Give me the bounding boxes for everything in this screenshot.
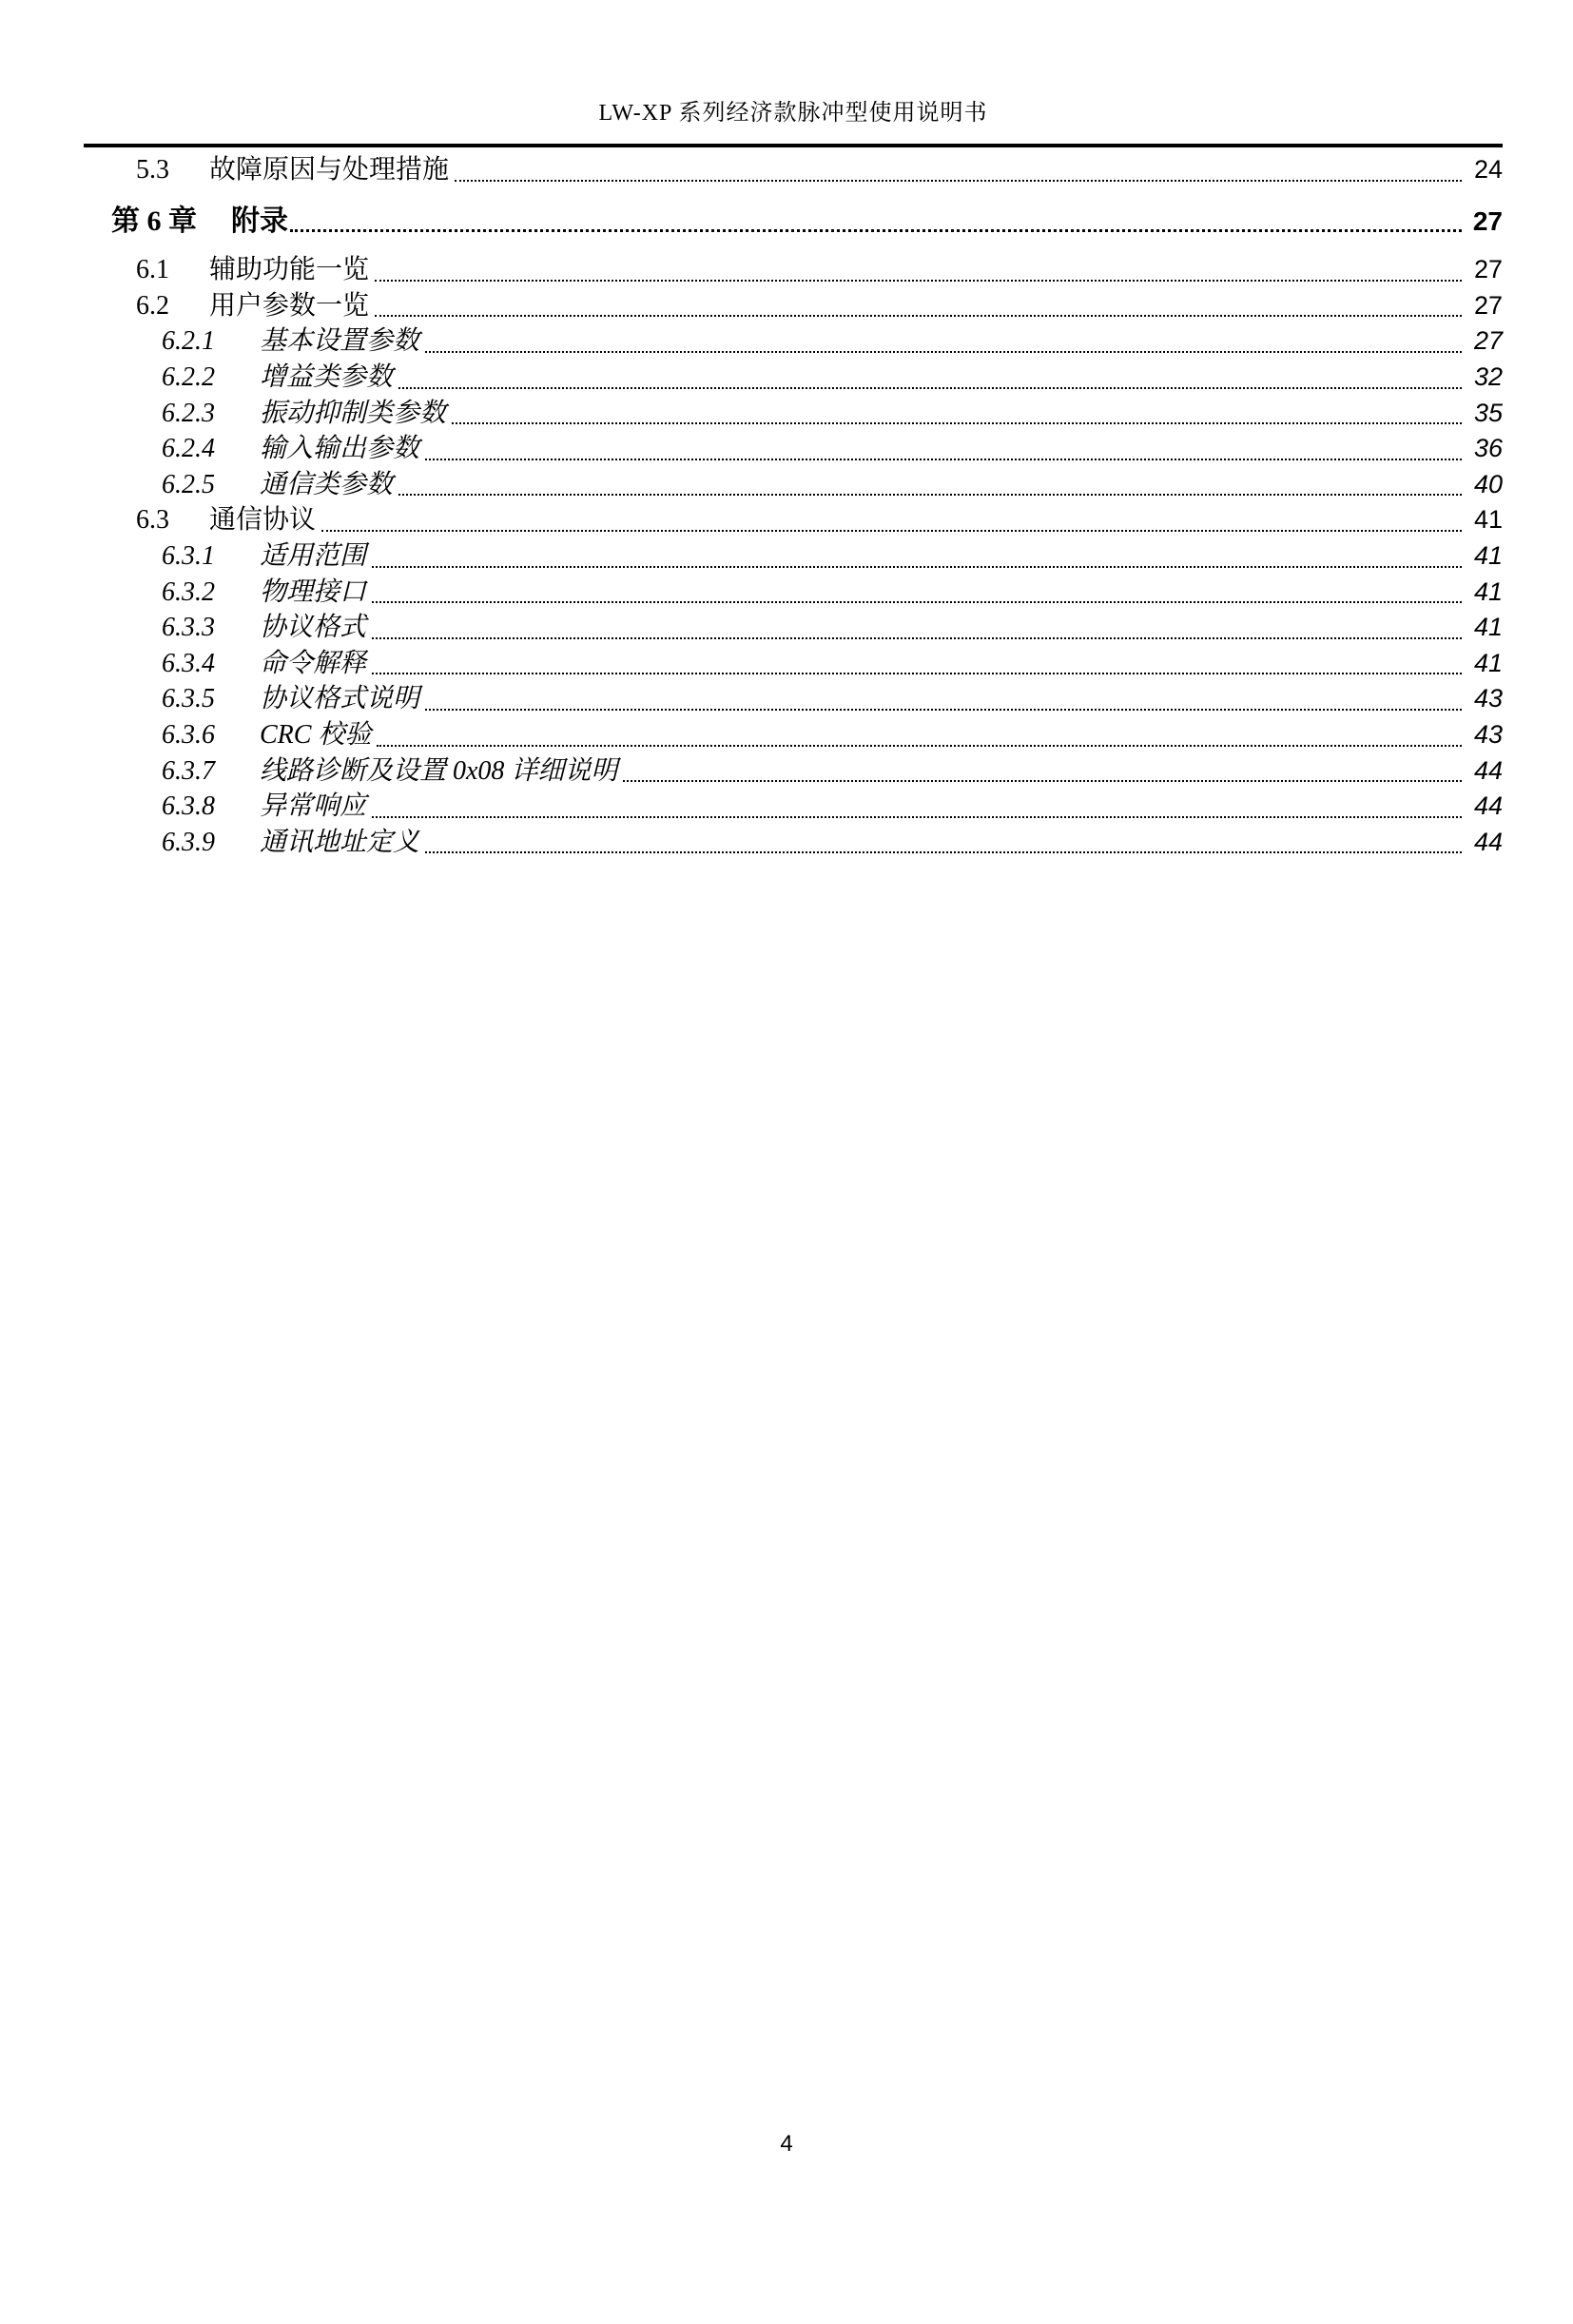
toc-entry-number: 6.3.7 [162, 755, 215, 786]
toc-entry-number: 6.3.4 [162, 648, 215, 678]
toc-leader-dots [377, 745, 1462, 747]
toc-leader-dots [375, 280, 1462, 282]
toc-entry[interactable] [84, 717, 1503, 753]
toc-entry-number: 6.2.5 [162, 469, 215, 499]
toc-entry-page: 40 [1473, 469, 1503, 498]
toc-entry-label: 振动抑制类参数 [260, 398, 447, 428]
toc-entry-label: 增益类参数 [260, 361, 394, 392]
toc-entry-label: 基本设置参数 [260, 326, 420, 357]
toc-entry[interactable] [84, 152, 1503, 188]
toc-entry-page: 24 [1473, 155, 1503, 184]
toc-leader-dots [425, 851, 1462, 853]
toc-entry-number: 5.3 [136, 155, 169, 185]
toc-entry-page: 27 [1473, 255, 1503, 284]
toc-entry-number: 6.2 [136, 290, 169, 321]
toc-entry-label: 适用范围 [260, 540, 367, 571]
toc-entry-label: 协议格式说明 [260, 684, 420, 714]
toc-entry-number: 6.1 [136, 255, 169, 285]
toc-entry-page: 44 [1473, 827, 1503, 856]
toc-entry-label: 线路诊断及设置 0x08 详细说明 [260, 755, 618, 786]
toc-entry-label: 异常响应 [260, 791, 367, 822]
toc-entry-page: 43 [1473, 719, 1503, 749]
toc-entry[interactable] [84, 789, 1503, 825]
toc-entry-number: 第 6 章 [111, 205, 197, 237]
toc-entry-page: 41 [1473, 613, 1503, 642]
toc-entry[interactable] [84, 396, 1503, 432]
toc-entry-label: 命令解释 [260, 648, 367, 678]
toc-leader-dots [425, 459, 1462, 460]
toc-entry-label: 用户参数一览 [209, 290, 370, 321]
toc-entry-page: 35 [1473, 398, 1503, 427]
toc-entry-number: 6.2.4 [162, 434, 215, 464]
toc-entry[interactable] [84, 323, 1503, 360]
toc-leader-dots [372, 601, 1462, 603]
toc-entry-page: 41 [1473, 576, 1503, 606]
toc-entry[interactable] [84, 467, 1503, 503]
toc-entry-number: 6.3 [136, 505, 169, 536]
page-content [84, 99, 1503, 860]
toc-entry-number: 6.3.3 [162, 613, 215, 643]
toc-entry-label: 通信协议 [209, 505, 317, 536]
toc-entry-label: 协议格式 [260, 613, 367, 643]
toc-entry-page: 27 [1473, 326, 1503, 356]
toc-leader-dots [372, 566, 1462, 568]
toc-leader-dots [455, 180, 1462, 182]
toc-entry-label: 故障原因与处理措施 [209, 155, 450, 185]
toc-entry-page: 44 [1473, 791, 1503, 821]
toc-entry-label: 物理接口 [260, 576, 367, 607]
toc-entry-number: 6.3.1 [162, 540, 215, 571]
toc-entry-label: 辅助功能一览 [209, 255, 370, 285]
toc-entry-label: 通信类参数 [260, 469, 394, 499]
toc-entry[interactable] [84, 502, 1503, 538]
toc-entry-page: 41 [1473, 505, 1503, 535]
toc-entry-label: 通讯地址定义 [260, 827, 420, 857]
toc-entry[interactable] [84, 538, 1503, 575]
toc-list [84, 152, 1503, 860]
toc-leader-dots [372, 673, 1462, 674]
toc-entry[interactable] [84, 360, 1503, 396]
toc-leader-dots [623, 780, 1462, 782]
toc-leader-dots [375, 315, 1462, 317]
toc-entry-page: 27 [1473, 290, 1503, 320]
toc-entry-number: 6.2.1 [162, 326, 215, 357]
toc-entry-number: 6.2.3 [162, 398, 215, 428]
toc-entry[interactable] [84, 610, 1503, 646]
toc-entry[interactable] [84, 205, 1503, 240]
toc-entry-label: CRC 校验 [260, 719, 372, 750]
toc-entry[interactable] [84, 681, 1503, 717]
toc-entry-label: 附录 [231, 205, 288, 237]
toc-leader-dots [452, 422, 1462, 424]
toc-entry[interactable] [84, 575, 1503, 611]
toc-entry[interactable] [84, 646, 1503, 682]
toc-entry-page: 32 [1473, 361, 1503, 391]
toc-entry-number: 6.2.2 [162, 361, 215, 392]
toc-entry-number: 6.3.9 [162, 827, 215, 857]
toc-entry-number: 6.3.6 [162, 719, 215, 750]
toc-entry[interactable] [84, 252, 1503, 288]
toc-entry-page: 44 [1473, 755, 1503, 785]
toc-entry-page: 41 [1473, 540, 1503, 570]
toc-leader-dots [398, 387, 1462, 389]
toc-entry[interactable] [84, 431, 1503, 467]
toc-entry-number: 6.3.8 [162, 791, 215, 822]
toc-leader-dots [372, 637, 1462, 639]
toc-entry-page: 41 [1473, 648, 1503, 677]
toc-entry-number: 6.3.2 [162, 576, 215, 607]
toc-leader-dots [425, 709, 1462, 711]
toc-entry[interactable] [84, 288, 1503, 324]
toc-entry[interactable] [84, 753, 1503, 790]
toc-entry-number: 6.3.5 [162, 684, 215, 714]
toc-entry-label: 输入输出参数 [260, 434, 420, 464]
toc-entry-page: 43 [1473, 684, 1503, 713]
toc-leader-dots [290, 229, 1462, 232]
toc-leader-dots [398, 494, 1462, 496]
document-header-title: LW-XP 系列经济款脉冲型使用说明书 [598, 101, 988, 126]
header-rule [84, 144, 1503, 147]
footer-page-number: 4 [780, 2131, 793, 2157]
toc-entry[interactable] [84, 825, 1503, 861]
toc-leader-dots [321, 530, 1462, 532]
toc-leader-dots [372, 816, 1462, 818]
toc-entry-page: 36 [1473, 434, 1503, 463]
toc-entry-page: 27 [1472, 205, 1503, 236]
toc-leader-dots [425, 351, 1462, 353]
